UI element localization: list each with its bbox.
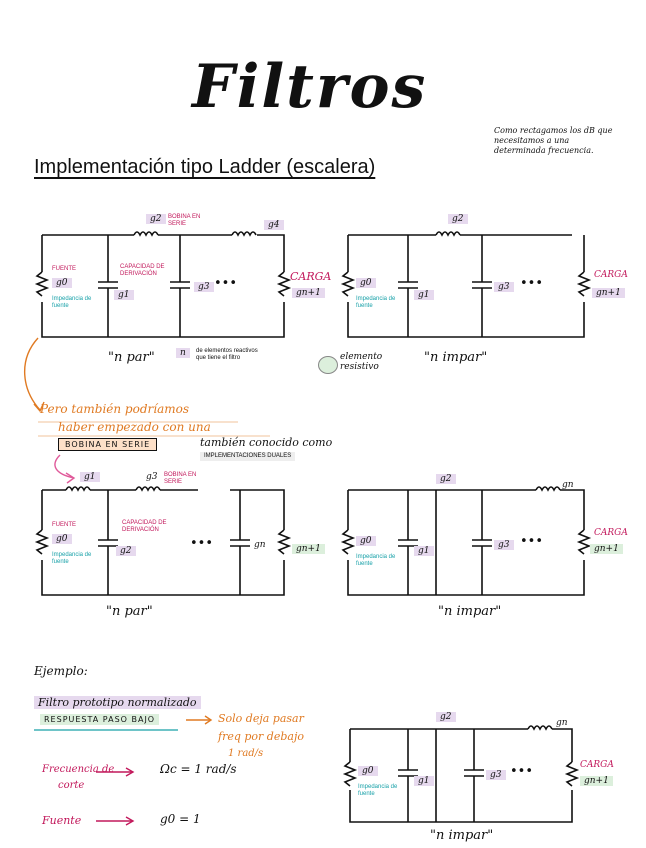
c5-g3: g3 [486, 770, 506, 780]
label-impedancia: Impedancia de fuente [52, 296, 92, 309]
label-carga: CARGA [290, 270, 332, 283]
label-gn1: gn+1 [292, 288, 325, 298]
c3-caption: "n par" [106, 604, 153, 619]
ejemplo-frec1: Frecuencia de [42, 764, 115, 775]
c5-impedancia: Impedancia de fuente [358, 784, 398, 797]
c5-gn1: gn+1 [580, 776, 613, 786]
c2-carga: CARGA [594, 270, 628, 280]
legend-swatch [318, 356, 338, 374]
c5-carga: CARGA [580, 760, 614, 770]
pero-boxed: BOBINA EN SERIE [58, 438, 157, 451]
c5-g2: g2 [436, 712, 456, 722]
section-subtitle: Implementación tipo Ladder (escalera) [34, 156, 376, 178]
note-elementos: de elementos reactivos que tiene el filtro [196, 348, 258, 361]
c2-g1: g1 [414, 290, 434, 300]
label-g1: g1 [114, 290, 134, 300]
c3-dots: ••• [190, 536, 214, 551]
pero-line1: Pero también podríamos [40, 402, 190, 416]
circuit-5 [345, 726, 577, 822]
c5-g0: g0 [358, 766, 378, 776]
note-n: n [176, 348, 190, 358]
c2-impedancia: Impedancia de fuente [356, 296, 396, 309]
circuit-3 [37, 487, 289, 595]
c5-g1: g1 [414, 776, 434, 786]
pero-tambien: también conocido como [200, 436, 333, 449]
c3-fuente: FUENTE [52, 522, 76, 528]
label-bobina: BOBINA EN SERIE [168, 214, 201, 227]
c4-g3: g3 [494, 540, 514, 550]
page-title: Filtros [192, 52, 428, 122]
c3-g2: g2 [116, 546, 136, 556]
ejemplo-solo1: Solo deja pasar [218, 712, 304, 725]
c3-g0: g0 [52, 534, 72, 544]
label-g2: g2 [146, 214, 166, 224]
inductor-g2 [134, 232, 158, 235]
c4-dots: ••• [520, 534, 544, 549]
c3-impedancia: Impedancia de fuente [52, 552, 92, 565]
inductor-g2b [436, 232, 460, 235]
c4-g1: g1 [414, 546, 434, 556]
ejemplo-fuente: Fuente [42, 814, 82, 827]
label-fuente: FUENTE [52, 266, 76, 272]
c5-caption: "n impar" [430, 828, 494, 843]
circuit-4 [343, 487, 589, 595]
capacitor-g1 [98, 235, 118, 337]
inductor-g4 [232, 232, 256, 235]
c2-g2: g2 [448, 214, 468, 224]
resistor-source [37, 272, 47, 296]
c4-impedancia: Impedancia de fuente [356, 554, 396, 567]
top-note: Como rectagamos los dB que necesitamos a una determinada frecuencia. [494, 126, 613, 155]
c3-gn: gn [254, 540, 266, 550]
c3-capacidad: CAPACIDAD DE DERIVACIÓN [122, 520, 167, 533]
c2-dots: ••• [520, 276, 544, 291]
c2-g3: g3 [494, 282, 514, 292]
pero-impl: IMPLEMENTACIONES DUALES [200, 452, 295, 461]
c5-dots: ••• [510, 764, 534, 779]
label-capacidad: CAPACIDAD DE DERIVACIÓN [120, 264, 165, 277]
ejemplo-solo3: 1 rad/s [228, 748, 264, 759]
c2-g0: g0 [356, 278, 376, 288]
c4-carga: CARGA [594, 528, 628, 538]
c4-gn1: gn+1 [590, 544, 623, 554]
label-g4: g4 [264, 220, 284, 230]
c3-g1: g1 [80, 472, 100, 482]
ejemplo-solo2: freq por debajo [218, 730, 304, 743]
c3-g3: g3 [146, 472, 158, 482]
c3-gn1: gn+1 [292, 544, 325, 554]
circuit-1 [37, 232, 289, 337]
label-g0: g0 [52, 278, 72, 288]
legend-label: elemento resistivo [340, 352, 383, 372]
c4-g2: g2 [436, 474, 456, 484]
ejemplo-heading: Ejemplo: [34, 664, 88, 678]
label-g3: g3 [194, 282, 214, 292]
caption-n-par: "n par" [108, 350, 155, 365]
capacitor-g3 [170, 235, 190, 337]
pero-line2: haber empezado con una [58, 420, 211, 434]
ejemplo-filtro: Filtro prototipo normalizado [34, 696, 201, 709]
c4-g0: g0 [356, 536, 376, 546]
c3-bobina: BOBINA EN SERIE [164, 472, 197, 485]
ejemplo-fuente-eq: g0 = 1 [160, 812, 201, 826]
c4-gn: gn [562, 480, 574, 490]
c2-gn1: gn+1 [592, 288, 625, 298]
c4-caption: "n impar" [438, 604, 502, 619]
ejemplo-frec-eq: Ωc = 1 rad/s [160, 762, 237, 776]
pink-arrow [55, 455, 74, 478]
ejemplo-frec2: corte [58, 780, 85, 791]
c5-gn: gn [556, 718, 568, 728]
ejemplo-respuesta: RESPUESTA PASO BAJO [40, 714, 159, 725]
orange-arrow [25, 338, 40, 410]
c2-caption: "n impar" [424, 350, 488, 365]
circuit-2 [343, 232, 589, 337]
resistor-load [279, 272, 289, 296]
label-dots: ••• [214, 276, 238, 291]
